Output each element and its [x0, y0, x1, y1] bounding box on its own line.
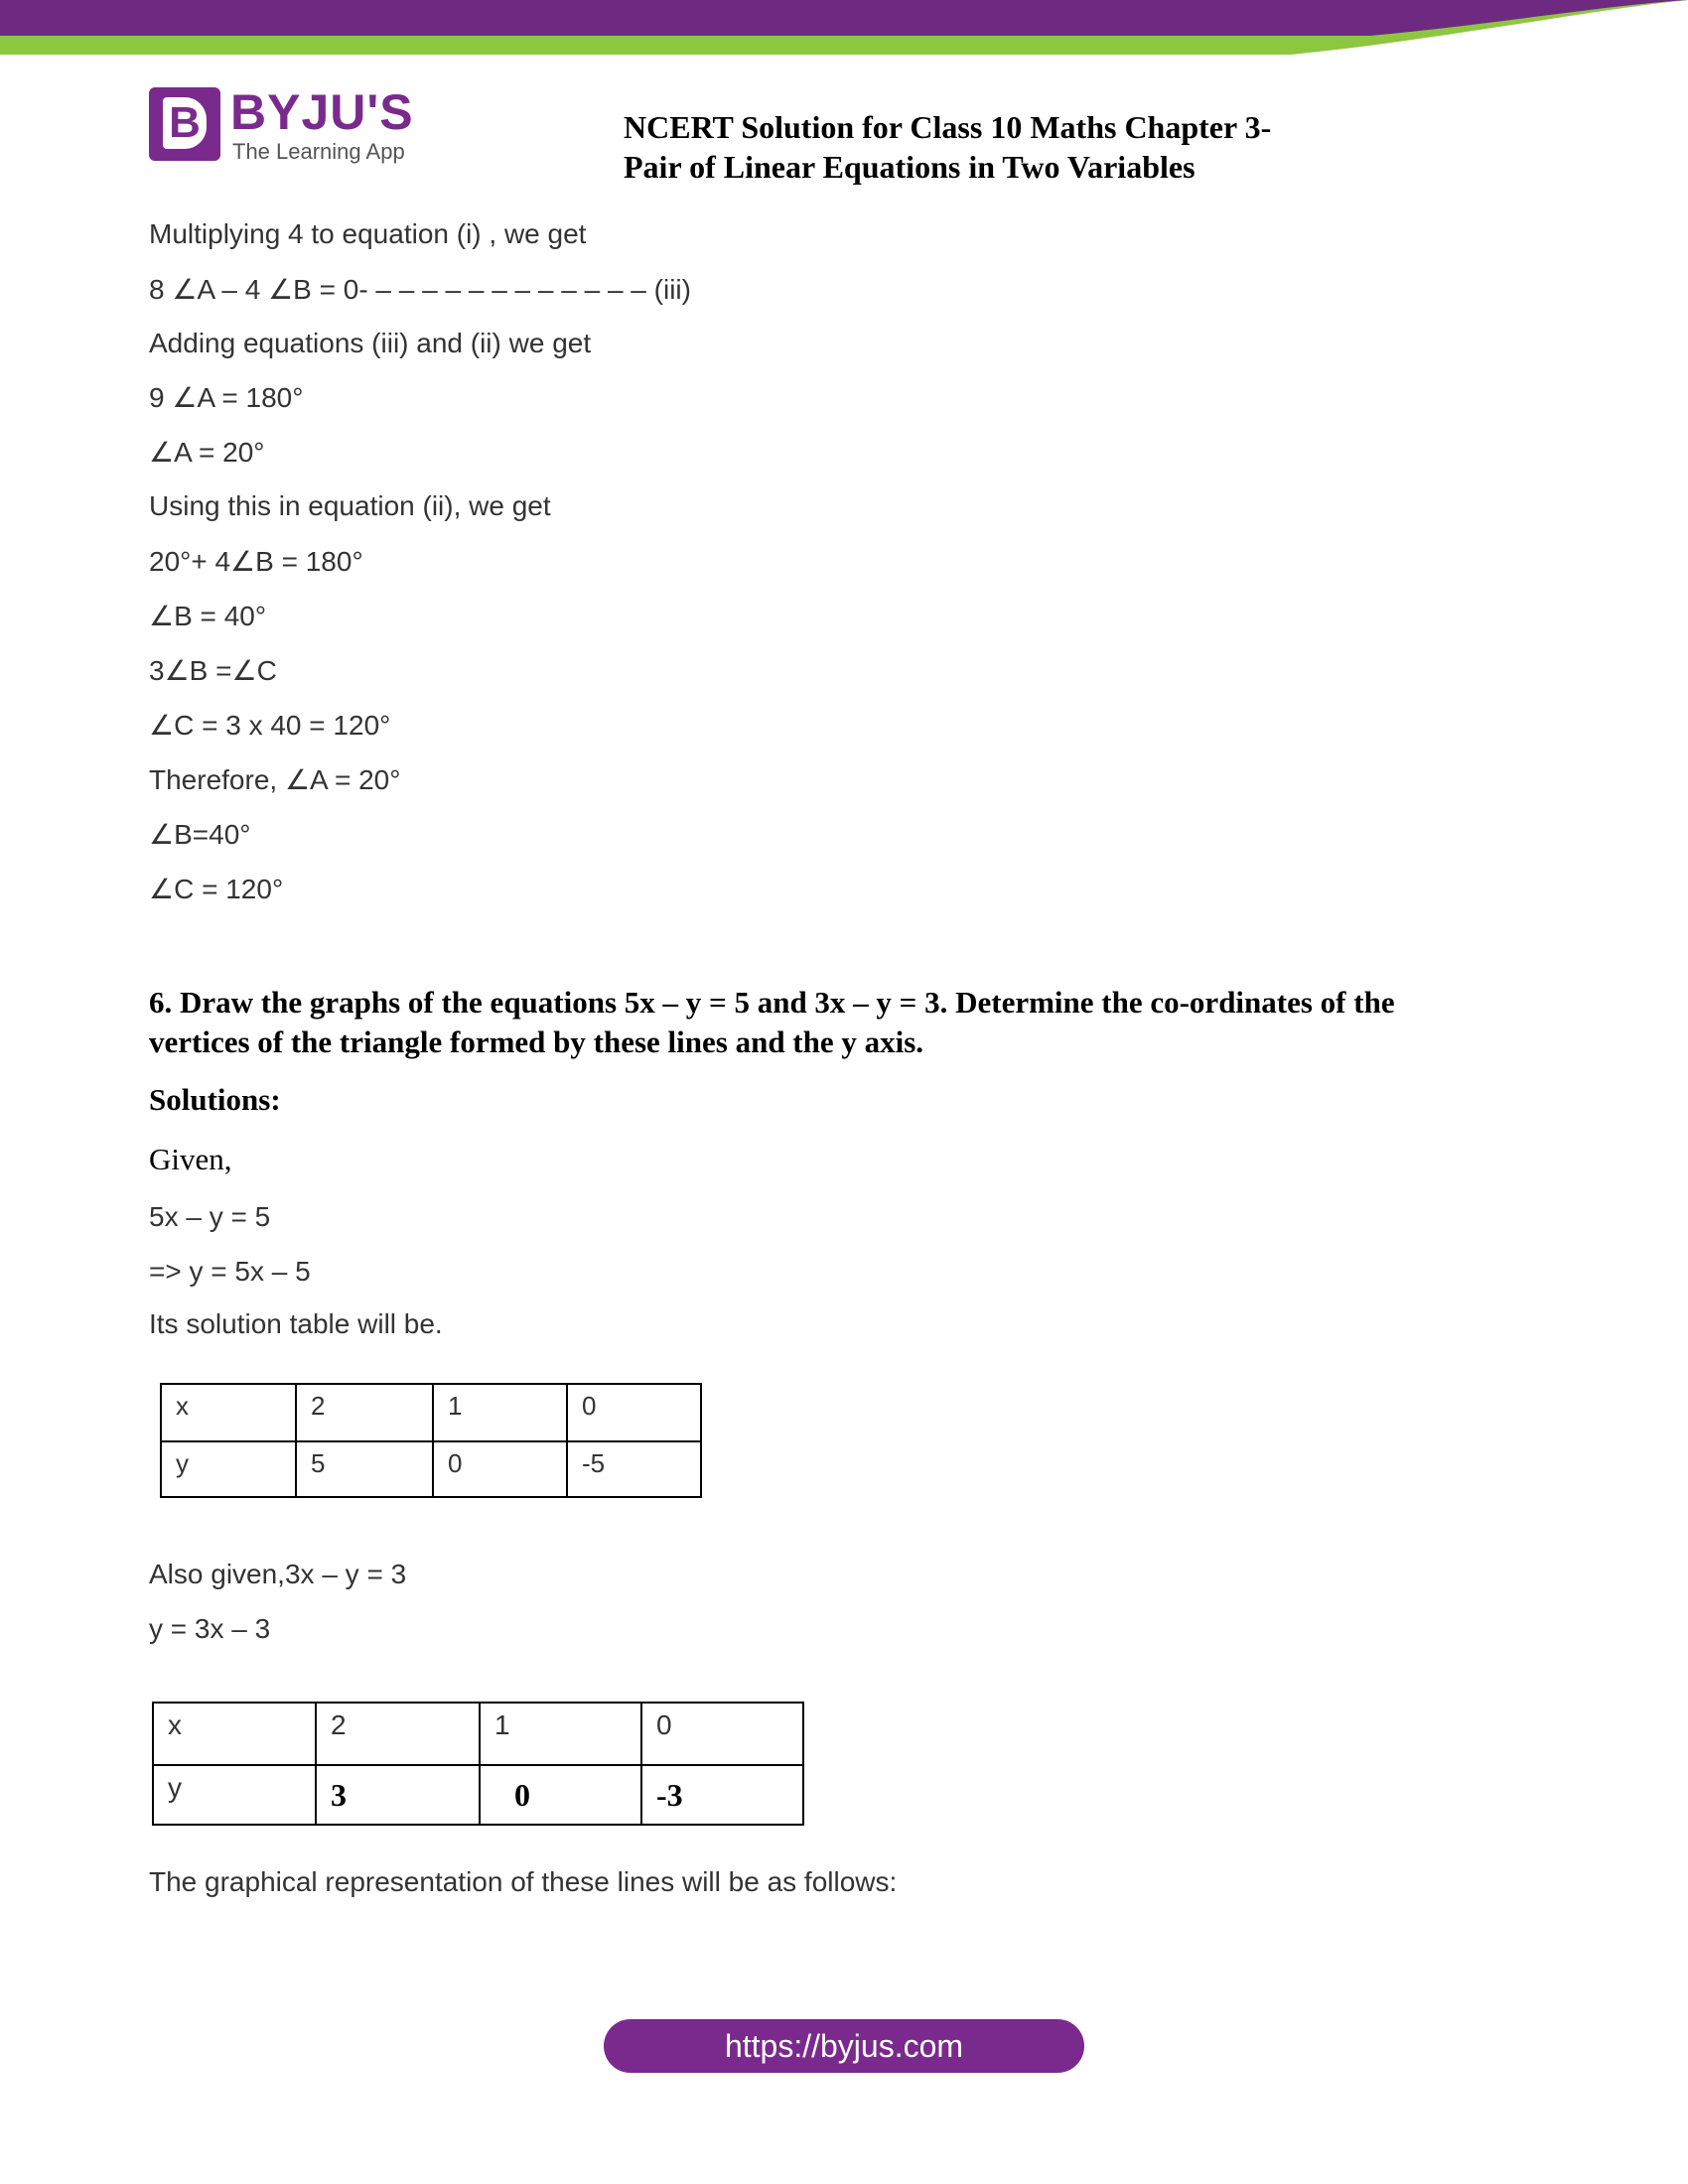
- table-cell: 3: [316, 1765, 480, 1825]
- work-line: Therefore, ∠A = 20°: [149, 764, 401, 795]
- table-intro: Its solution table will be.: [149, 1308, 443, 1339]
- table-cell: 0: [480, 1765, 641, 1825]
- question-6-title: [149, 983, 1539, 1062]
- table-cell: 2: [316, 1703, 480, 1765]
- work-line: Multiplying 4 to equation (i) , we get: [149, 218, 587, 249]
- work-line: Using this in equation (ii), we get: [149, 490, 551, 521]
- work-line: 20°+ 4∠B = 180°: [149, 546, 363, 577]
- table-cell: y: [161, 1441, 296, 1497]
- table-cell: 0: [433, 1441, 567, 1497]
- also-given: Also given,3x – y = 3: [149, 1559, 407, 1589]
- document-title: [624, 107, 1378, 187]
- footer-url-link[interactable]: https://byjus.com: [604, 2019, 1084, 2073]
- solution-table-1: [160, 1383, 702, 1498]
- table-cell: 1: [433, 1384, 567, 1441]
- work-line: ∠A = 20°: [149, 437, 265, 468]
- table-cell: 0: [567, 1384, 701, 1441]
- work-line: 9 ∠A = 180°: [149, 382, 304, 413]
- header-color-band: [0, 0, 1688, 60]
- logo-icon: [149, 87, 220, 161]
- table-cell: 2: [296, 1384, 433, 1441]
- given-label: Given,: [149, 1142, 232, 1176]
- table-cell: x: [161, 1384, 296, 1441]
- solutions-heading: Solutions:: [149, 1082, 281, 1117]
- work-line: 8 ∠A – 4 ∠B = 0- – – – – – – – – – – – – (iii): [149, 274, 691, 305]
- question-title-line-1: 6. Draw the graphs of the equations 5x – y = 5 and 3x – y = 3. Determine the co-ordinates of the: [149, 985, 1395, 1020]
- work-line: ∠C = 3 x 40 = 120°: [149, 710, 391, 741]
- work-line: ∠B=40°: [149, 819, 251, 850]
- table-cell: 5: [296, 1441, 433, 1497]
- solution-table-2: [152, 1702, 804, 1826]
- work-line: ∠B = 40°: [149, 601, 267, 631]
- title-line-2: Pair of Linear Equations in Two Variables: [624, 149, 1196, 185]
- equation-2-rearranged: y = 3x – 3: [149, 1613, 271, 1644]
- table-cell: -5: [567, 1441, 701, 1497]
- table-cell: 0: [641, 1703, 803, 1765]
- work-line: ∠C = 120°: [149, 874, 284, 904]
- question-title-line-2: vertices of the triangle formed by these lines and the y axis.: [149, 1024, 924, 1059]
- equation-1: 5x – y = 5: [149, 1201, 271, 1232]
- work-line: 3∠B =∠C: [149, 655, 277, 686]
- byjus-logo: [149, 84, 447, 167]
- table-cell: x: [153, 1703, 316, 1765]
- table-row: [153, 1765, 803, 1825]
- title-line-1: NCERT Solution for Class 10 Maths Chapter 3-: [624, 109, 1272, 145]
- table-row: [153, 1703, 803, 1765]
- table-row: [161, 1384, 701, 1441]
- graph-intro: The graphical representation of these lines will be as follows:: [149, 1866, 898, 1897]
- logo-tagline: The Learning App: [232, 139, 405, 164]
- table-cell: 1: [480, 1703, 641, 1765]
- table-cell: -3: [641, 1765, 803, 1825]
- table-cell: y: [153, 1765, 316, 1825]
- work-line: Adding equations (iii) and (ii) we get: [149, 328, 592, 358]
- table-row: [161, 1441, 701, 1497]
- logo-name: BYJU'S: [230, 84, 414, 140]
- equation-1-rearranged: => y = 5x – 5: [149, 1256, 311, 1287]
- logo-letter: B: [163, 97, 207, 149]
